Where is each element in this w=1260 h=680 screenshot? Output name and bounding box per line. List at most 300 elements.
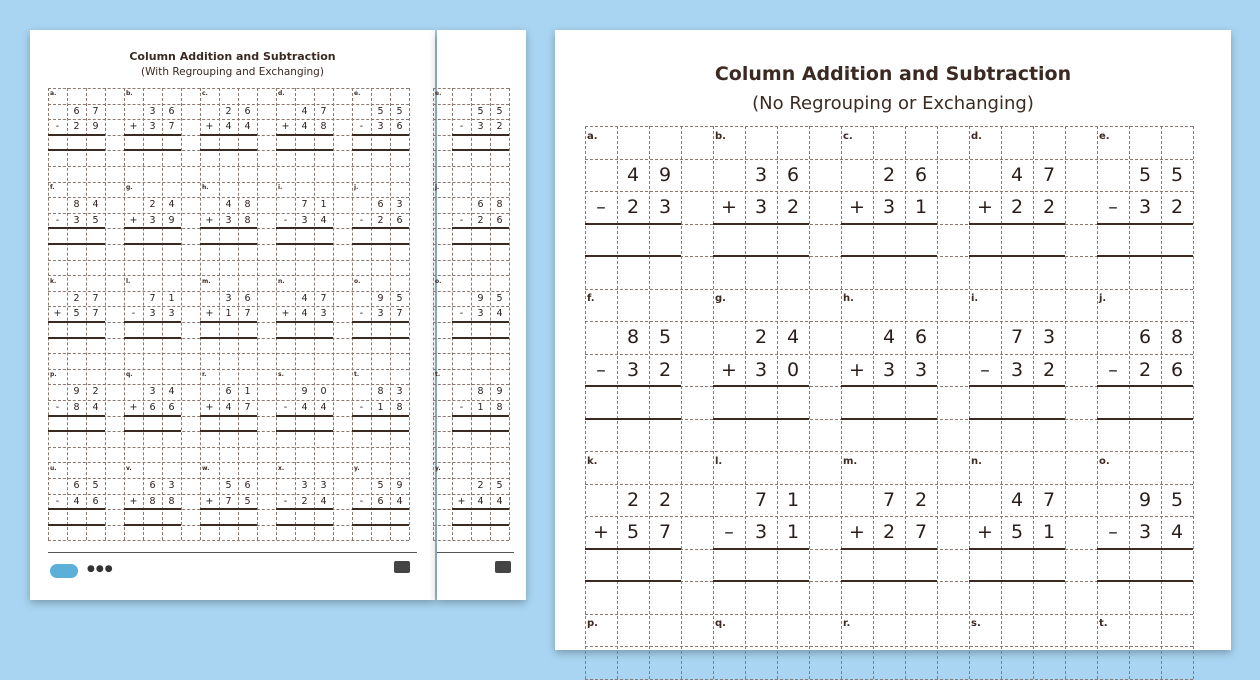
footer-divider — [437, 552, 514, 553]
answer-line — [200, 243, 257, 245]
top-digit: 2 — [225, 105, 232, 117]
bottom-digit: 3 — [914, 358, 928, 381]
answer-line — [352, 524, 409, 526]
answer-line — [352, 508, 409, 510]
top-digit: 7 — [1042, 488, 1056, 511]
answer-line — [585, 580, 681, 582]
bottom-digit: 6 — [149, 402, 156, 413]
answer-line — [124, 149, 181, 151]
top-digit: 6 — [914, 326, 928, 348]
answer-line — [352, 430, 409, 432]
problem-label: n. — [278, 277, 285, 285]
top-digit: 8 — [377, 386, 384, 398]
answer-line — [713, 255, 809, 257]
problem-label: p. — [587, 618, 598, 630]
top-digit: 5 — [396, 292, 403, 304]
problem-label: o. — [1099, 455, 1110, 467]
top-digit: 5 — [658, 326, 672, 348]
bottom-digit: 7 — [914, 521, 928, 543]
worksheet-subtitle: (With Regrouping and Exchanging) — [141, 66, 324, 78]
problem-label: t. — [435, 371, 441, 379]
answer-line — [1097, 548, 1193, 550]
answer-line — [48, 227, 105, 229]
answer-line — [276, 337, 333, 339]
grid-line — [433, 88, 509, 89]
bottom-digit: 4 — [92, 402, 99, 413]
top-digit: 5 — [1170, 163, 1184, 186]
bottom-digit: 1 — [225, 308, 232, 320]
bottom-digit: 6 — [168, 402, 175, 413]
answer-line — [124, 337, 181, 339]
problem-label: i. — [971, 293, 979, 305]
top-digit: 7 — [92, 292, 99, 304]
top-digit: 5 — [496, 292, 503, 304]
answer-line — [452, 321, 509, 323]
answer-line — [124, 243, 181, 245]
problem-label: e. — [1099, 130, 1110, 142]
top-digit: 2 — [73, 292, 80, 304]
bottom-digit: 2 — [73, 121, 80, 133]
bottom-digit: 2 — [1042, 196, 1056, 218]
operator-sign: - — [55, 495, 60, 507]
problem-grid — [585, 126, 1193, 679]
problem-label: o. — [435, 277, 442, 285]
top-digit: 8 — [244, 199, 251, 211]
bottom-digit: 3 — [1138, 196, 1152, 218]
top-digit: 4 — [626, 163, 640, 186]
operator-sign: – — [596, 196, 606, 218]
bottom-digit: 3 — [320, 308, 327, 320]
answer-line — [124, 508, 181, 510]
top-digit: 5 — [225, 480, 232, 491]
top-digit: 5 — [92, 480, 99, 491]
grid-line — [433, 353, 509, 354]
grid-line — [585, 679, 1193, 680]
top-digit: 8 — [626, 326, 640, 348]
bottom-digit: 8 — [320, 121, 327, 133]
answer-line — [841, 255, 937, 257]
operator-sign: - — [359, 495, 364, 507]
top-digit: 3 — [149, 105, 156, 117]
grid-line — [333, 88, 334, 540]
bottom-digit: 3 — [73, 214, 80, 226]
answer-line — [124, 321, 181, 323]
problem-label: e. — [354, 90, 361, 98]
answer-line — [276, 149, 333, 151]
top-digit: 6 — [914, 163, 928, 186]
grid-line — [433, 166, 509, 167]
operator-sign: - — [283, 214, 288, 226]
bottom-digit: 3 — [882, 358, 896, 381]
bottom-digit: 3 — [477, 308, 484, 320]
answer-line — [713, 385, 809, 387]
bottom-digit: 3 — [754, 358, 768, 381]
answer-line — [200, 337, 257, 339]
operator-sign: + — [205, 121, 214, 133]
answer-line — [48, 508, 105, 510]
top-digit: 4 — [301, 292, 308, 304]
top-digit: 6 — [244, 105, 251, 117]
grid-line — [433, 447, 509, 448]
answer-line — [276, 227, 333, 229]
top-digit: 3 — [320, 480, 327, 491]
bottom-digit: 4 — [477, 495, 484, 507]
top-digit: 9 — [496, 386, 503, 398]
bottom-digit: 1 — [1042, 521, 1056, 543]
answer-line — [200, 430, 257, 432]
top-digit: 4 — [301, 105, 308, 117]
bottom-digit: 3 — [1010, 358, 1024, 381]
grid-line — [48, 369, 409, 370]
answer-line — [200, 415, 257, 417]
problem-label: k. — [587, 455, 598, 467]
bottom-digit: 3 — [301, 214, 308, 226]
grid-line — [409, 88, 410, 540]
bottom-digit: 5 — [626, 521, 640, 543]
top-digit: 2 — [754, 326, 768, 348]
operator-sign: – — [1108, 358, 1118, 381]
top-digit: 6 — [1138, 326, 1152, 348]
top-digit: 7 — [320, 292, 327, 304]
operator-sign: - — [131, 308, 136, 320]
operator-sign: + — [977, 196, 993, 218]
answer-line — [276, 415, 333, 417]
top-digit: 9 — [301, 386, 308, 398]
top-digit: 2 — [626, 488, 640, 511]
top-digit: 1 — [168, 292, 175, 304]
top-digit: 7 — [1042, 163, 1056, 186]
top-digit: 4 — [225, 199, 232, 211]
bottom-digit: 1 — [477, 402, 484, 413]
problem-label: a. — [50, 90, 57, 98]
answer-line — [352, 321, 409, 323]
top-digit: 4 — [786, 326, 800, 348]
bottom-digit: 4 — [396, 495, 403, 507]
operator-sign: - — [459, 308, 464, 320]
bottom-digit: 2 — [496, 121, 503, 133]
operator-sign: + — [205, 495, 214, 507]
answer-line — [452, 134, 509, 136]
bottom-digit: 4 — [320, 495, 327, 507]
footer-divider — [48, 552, 417, 553]
operator-sign: - — [283, 495, 288, 507]
answer-line — [48, 337, 105, 339]
bottom-digit: 3 — [754, 521, 768, 543]
problem-label: o. — [354, 277, 361, 285]
operator-sign: – — [596, 358, 606, 381]
bottom-digit: 4 — [496, 308, 503, 320]
bottom-digit: 2 — [1170, 196, 1184, 218]
top-digit: 6 — [786, 163, 800, 186]
answer-line — [1097, 255, 1193, 257]
problem-label: r. — [843, 618, 851, 630]
problem-label: e. — [435, 90, 442, 98]
bottom-digit: 3 — [1138, 521, 1152, 543]
answer-line — [1097, 418, 1193, 420]
grid-line — [48, 447, 409, 448]
worksheet-title: Column Addition and Subtraction — [714, 63, 1072, 85]
bottom-digit: 8 — [73, 402, 80, 413]
problem-grid-middle — [433, 88, 509, 540]
bottom-digit: 4 — [301, 121, 308, 133]
answer-line — [1097, 223, 1193, 225]
answer-line — [124, 415, 181, 417]
bottom-digit: 7 — [168, 121, 175, 133]
answer-line — [200, 524, 257, 526]
bottom-digit: 3 — [658, 196, 672, 218]
top-digit: 3 — [225, 292, 232, 304]
bottom-digit: 8 — [149, 495, 156, 507]
grid-line — [585, 289, 1193, 290]
top-digit: 5 — [1138, 163, 1152, 186]
operator-sign: - — [459, 402, 464, 413]
operator-sign: - — [459, 121, 464, 133]
grid-line — [48, 275, 409, 276]
grid-line — [585, 451, 1193, 452]
top-digit: 9 — [396, 480, 403, 491]
grid-line — [433, 182, 509, 183]
answer-line — [48, 415, 105, 417]
problem-label: q. — [126, 371, 133, 379]
bottom-digit: 3 — [149, 121, 156, 133]
bottom-digit: 7 — [658, 521, 672, 543]
problem-label: i. — [278, 183, 283, 191]
problem-label: p. — [50, 371, 57, 379]
answer-line — [969, 223, 1065, 225]
top-digit: 5 — [477, 105, 484, 117]
grid-line — [1193, 126, 1194, 679]
bottom-digit: 4 — [73, 495, 80, 507]
grid-line — [48, 260, 409, 261]
answer-line — [200, 321, 257, 323]
operator-sign: + — [849, 358, 865, 381]
answer-line — [841, 548, 937, 550]
grid-line — [181, 88, 182, 540]
top-digit: 8 — [73, 199, 80, 211]
bottom-digit: 4 — [1170, 521, 1184, 543]
operator-sign: + — [281, 308, 290, 320]
bottom-digit: 3 — [626, 358, 640, 381]
answer-line — [713, 418, 809, 420]
answer-line — [276, 430, 333, 432]
top-digit: 7 — [320, 105, 327, 117]
bottom-digit: 4 — [301, 402, 308, 413]
operator-sign: – — [980, 358, 990, 381]
bottom-digit: 4 — [225, 121, 232, 133]
operator-sign: - — [283, 402, 288, 413]
bottom-digit: 5 — [1010, 521, 1024, 543]
answer-line — [969, 385, 1065, 387]
answer-line — [352, 415, 409, 417]
top-digit: 3 — [168, 480, 175, 491]
problem-label: c. — [202, 90, 208, 98]
problem-label: d. — [278, 90, 285, 98]
answer-line — [124, 227, 181, 229]
answer-line — [48, 430, 105, 432]
problem-label: l. — [126, 277, 131, 285]
bottom-digit: 6 — [377, 495, 384, 507]
answer-line — [200, 508, 257, 510]
operator-sign: - — [55, 121, 60, 133]
top-digit: 3 — [1042, 326, 1056, 348]
top-digit: 5 — [1170, 488, 1184, 511]
problem-label: m. — [202, 277, 211, 285]
answer-line — [841, 223, 937, 225]
top-digit: 4 — [1010, 488, 1024, 511]
answer-line — [124, 524, 181, 526]
answer-line — [352, 243, 409, 245]
answer-line — [452, 430, 509, 432]
bottom-digit: 9 — [92, 121, 99, 133]
bottom-digit: 3 — [377, 121, 384, 133]
grid-line — [433, 462, 509, 463]
answer-line — [585, 548, 681, 550]
problem-label: m. — [843, 455, 858, 467]
bottom-digit: 2 — [1042, 358, 1056, 381]
problem-label: n. — [971, 455, 982, 467]
problem-label: y. — [354, 464, 360, 472]
answer-line — [452, 415, 509, 417]
answer-line — [276, 134, 333, 136]
problem-label: a. — [587, 130, 598, 142]
operator-sign: + — [849, 521, 865, 543]
bottom-digit: 6 — [496, 214, 503, 226]
top-digit: 6 — [225, 386, 232, 398]
answer-line — [48, 149, 105, 151]
top-digit: 9 — [477, 292, 484, 304]
grid-line — [681, 126, 682, 679]
operator-sign: + — [849, 196, 865, 218]
answer-line — [276, 243, 333, 245]
bottom-digit: 3 — [377, 308, 384, 320]
top-digit: 7 — [882, 488, 896, 511]
bottom-digit: 7 — [396, 308, 403, 320]
answer-line — [969, 548, 1065, 550]
grid-line — [433, 369, 509, 370]
answer-line — [1097, 385, 1193, 387]
bottom-digit: 6 — [1170, 358, 1184, 381]
operator-sign: - — [55, 214, 60, 226]
operator-sign: + — [457, 495, 466, 507]
top-digit: 7 — [754, 488, 768, 511]
operator-sign: + — [129, 214, 138, 226]
answer-line — [969, 580, 1065, 582]
top-digit: 7 — [149, 292, 156, 304]
top-digit: 2 — [882, 163, 896, 186]
brand-badge-icon — [495, 561, 511, 573]
answer-line — [969, 255, 1065, 257]
operator-sign: + — [721, 358, 737, 381]
answer-line — [352, 134, 409, 136]
top-digit: 5 — [377, 480, 384, 491]
answer-line — [48, 524, 105, 526]
answer-line — [585, 385, 681, 387]
grid-line — [48, 166, 409, 167]
problem-label: b. — [126, 90, 133, 98]
operator-sign: - — [359, 121, 364, 133]
operator-sign: + — [281, 121, 290, 133]
top-digit: 3 — [149, 386, 156, 398]
problem-label: d. — [971, 130, 982, 142]
top-digit: 2 — [477, 480, 484, 491]
problem-label: v. — [126, 464, 132, 472]
operator-sign: - — [359, 402, 364, 413]
top-digit: 6 — [244, 292, 251, 304]
answer-line — [841, 385, 937, 387]
bottom-digit: 3 — [477, 121, 484, 133]
grid-line — [809, 126, 810, 679]
answer-line — [276, 524, 333, 526]
grid-line — [509, 88, 510, 540]
problem-label: t. — [1099, 618, 1108, 630]
top-digit: 5 — [496, 105, 503, 117]
grid-line — [585, 614, 1193, 615]
top-digit: 8 — [1170, 326, 1184, 348]
bottom-digit: 3 — [754, 196, 768, 218]
problem-label: j. — [354, 183, 359, 191]
bottom-digit: 5 — [73, 308, 80, 320]
answer-line — [200, 149, 257, 151]
bottom-digit: 3 — [168, 308, 175, 320]
top-digit: 2 — [914, 488, 928, 511]
operator-sign: - — [55, 402, 60, 413]
bottom-digit: 2 — [377, 214, 384, 226]
operator-sign: – — [1108, 196, 1118, 218]
top-digit: 2 — [658, 488, 672, 511]
bottom-digit: 4 — [320, 214, 327, 226]
problem-label: j. — [1099, 293, 1107, 305]
top-digit: 9 — [658, 163, 672, 186]
problem-label: k. — [50, 277, 57, 285]
grid-line — [48, 462, 409, 463]
top-digit: 0 — [320, 386, 327, 398]
operator-sign: - — [359, 308, 364, 320]
operator-sign: – — [1108, 521, 1118, 543]
bottom-digit: 8 — [244, 214, 251, 226]
problem-label: t. — [354, 371, 360, 379]
bottom-digit: 8 — [396, 402, 403, 413]
answer-line — [124, 430, 181, 432]
answer-line — [452, 524, 509, 526]
problem-label: w. — [202, 464, 210, 472]
grid-line — [433, 540, 509, 541]
bottom-digit: 7 — [225, 495, 232, 507]
top-digit: 4 — [1010, 163, 1024, 186]
answer-line — [841, 580, 937, 582]
answer-line — [585, 418, 681, 420]
bottom-digit: 4 — [320, 402, 327, 413]
grid-line — [257, 88, 258, 540]
operator-sign: – — [724, 521, 734, 543]
answer-line — [452, 227, 509, 229]
problem-label: b. — [715, 130, 726, 142]
bottom-digit: 8 — [168, 495, 175, 507]
bottom-digit: 2 — [477, 214, 484, 226]
bottom-digit: 4 — [301, 308, 308, 320]
problem-label: c. — [843, 130, 853, 142]
bottom-digit: 5 — [244, 495, 251, 507]
problem-label: r. — [202, 371, 207, 379]
bottom-digit: 2 — [1138, 358, 1152, 381]
answer-line — [841, 418, 937, 420]
problem-label: s. — [971, 618, 981, 630]
top-digit: 4 — [168, 386, 175, 398]
answer-line — [200, 134, 257, 136]
grid-line — [433, 88, 434, 540]
problem-label: g. — [126, 183, 133, 191]
top-digit: 6 — [73, 105, 80, 117]
answer-line — [352, 149, 409, 151]
